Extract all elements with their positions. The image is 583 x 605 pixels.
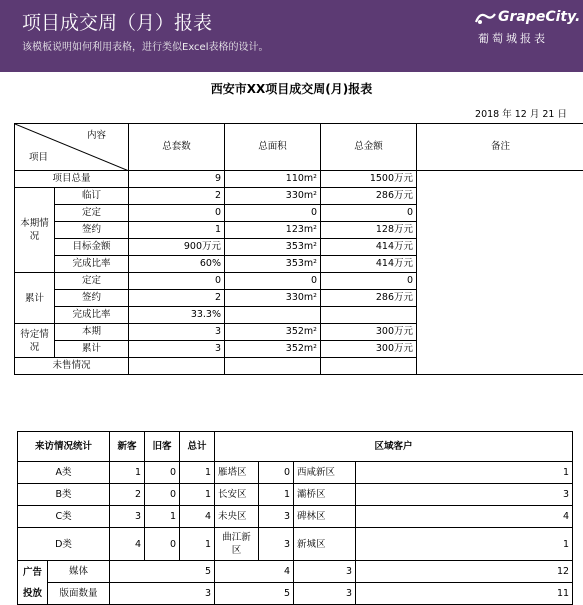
table-row xyxy=(18,561,573,583)
ad-value-c: 3 xyxy=(294,561,356,583)
cell-sets: 33.3% xyxy=(129,307,225,324)
report-title: 西安市XX项目成交周(月)报表 xyxy=(0,80,583,97)
group-label-cumulative: 累计 xyxy=(15,273,55,324)
cell-total: 1 xyxy=(180,528,215,561)
cell-area: 353m² xyxy=(225,256,321,273)
cell-total: 4 xyxy=(180,506,215,528)
row-label: 定定 xyxy=(55,205,129,222)
district-1: 长安区 xyxy=(215,484,259,506)
cell-amount: 286万元 xyxy=(321,188,417,205)
header-item-label: 项目 xyxy=(29,150,48,166)
header-total: 总计 xyxy=(180,432,215,462)
group-label-ads: 广告投放 xyxy=(18,561,48,605)
ad-value-a: 3 xyxy=(110,583,215,605)
logo-chinese: 葡萄城报表 xyxy=(478,30,548,46)
district-1: 未央区 xyxy=(215,506,259,528)
page-header xyxy=(0,0,583,72)
row-label: 本期 xyxy=(55,324,129,341)
row-label-unsold: 未售情况 xyxy=(15,358,129,375)
header-new: 新客 xyxy=(110,432,145,462)
cell-amount: 414万元 xyxy=(321,239,417,256)
header-region: 区域客户 xyxy=(215,432,573,462)
group-label-current: 本期情况 xyxy=(15,188,55,273)
cell-area: 0 xyxy=(225,205,321,222)
district-1: 曲江新区 xyxy=(215,528,259,561)
total-area: 110m² xyxy=(225,171,321,188)
cell-amount xyxy=(321,307,417,324)
ad-row-label: 媒体 xyxy=(48,561,110,583)
cell-area: 330m² xyxy=(225,290,321,307)
table-row xyxy=(18,484,573,506)
group-label-pending: 待定情况 xyxy=(15,324,55,358)
district-2: 西咸新区 xyxy=(294,462,356,484)
header-visit-stats: 来访情况统计 xyxy=(18,432,110,462)
cell-sets: 2 xyxy=(129,290,225,307)
row-label: 完成比率 xyxy=(55,307,129,324)
district-2: 碑林区 xyxy=(294,506,356,528)
row-label: 签约 xyxy=(55,290,129,307)
cell-sets: 0 xyxy=(129,273,225,290)
district-1-value: 0 xyxy=(259,462,294,484)
ad-value-b: 5 xyxy=(215,583,294,605)
report-date: 2018 年 12 月 21 日 xyxy=(475,106,567,120)
transaction-table xyxy=(14,123,583,375)
cell-amount: 300万元 xyxy=(321,324,417,341)
grape-logo-icon xyxy=(474,12,496,26)
cell-amount: 300万元 xyxy=(321,341,417,358)
cell-area xyxy=(225,358,321,375)
logo-wordmark: GrapeCity. xyxy=(498,9,580,25)
ad-row-label: 版面数量 xyxy=(48,583,110,605)
cell-old: 0 xyxy=(145,528,180,561)
cell-area: 123m² xyxy=(225,222,321,239)
cell-sets: 1 xyxy=(129,222,225,239)
grapecity-logo xyxy=(472,9,578,49)
table-row xyxy=(18,462,573,484)
district-1-value: 3 xyxy=(259,528,294,561)
cell-total: 1 xyxy=(180,484,215,506)
cell-new: 1 xyxy=(110,462,145,484)
ad-value-c: 3 xyxy=(294,583,356,605)
total-sets: 9 xyxy=(129,171,225,188)
category-label: B类 xyxy=(18,484,110,506)
cell-amount: 128万元 xyxy=(321,222,417,239)
table-row xyxy=(18,583,573,605)
district-1: 雁塔区 xyxy=(215,462,259,484)
row-label-total: 项目总量 xyxy=(15,171,129,188)
cell-old: 0 xyxy=(145,484,180,506)
cell-amount: 414万元 xyxy=(321,256,417,273)
diagonal-header-cell xyxy=(15,124,129,171)
cell-amount xyxy=(321,358,417,375)
cell-old: 0 xyxy=(145,462,180,484)
cell-area: 0 xyxy=(225,273,321,290)
ad-value-d: 12 xyxy=(356,561,573,583)
cell-new: 4 xyxy=(110,528,145,561)
district-2-value: 1 xyxy=(356,462,573,484)
note-cell xyxy=(417,171,583,375)
category-label: D类 xyxy=(18,528,110,561)
row-label: 签约 xyxy=(55,222,129,239)
cell-amount: 0 xyxy=(321,273,417,290)
district-1-value: 3 xyxy=(259,506,294,528)
row-label: 目标金额 xyxy=(55,239,129,256)
col-header-area: 总面积 xyxy=(225,124,321,171)
row-label: 累计 xyxy=(55,341,129,358)
cell-amount: 0 xyxy=(321,205,417,222)
header-title: 项目成交周（月）报表 xyxy=(22,8,212,35)
cell-area: 352m² xyxy=(225,341,321,358)
header-content-label: 内容 xyxy=(87,128,106,144)
category-label: A类 xyxy=(18,462,110,484)
cell-sets: 3 xyxy=(129,324,225,341)
table-row xyxy=(18,506,573,528)
visitor-stats-table xyxy=(17,431,573,605)
cell-sets: 0 xyxy=(129,205,225,222)
ad-value-d: 11 xyxy=(356,583,573,605)
cell-total: 1 xyxy=(180,462,215,484)
cell-new: 3 xyxy=(110,506,145,528)
header-old: 旧客 xyxy=(145,432,180,462)
district-2: 新城区 xyxy=(294,528,356,561)
col-header-note: 备注 xyxy=(417,124,583,171)
district-2-value: 1 xyxy=(356,528,573,561)
cell-sets: 60% xyxy=(129,256,225,273)
col-header-sets: 总套数 xyxy=(129,124,225,171)
cell-sets: 2 xyxy=(129,188,225,205)
row-label: 完成比率 xyxy=(55,256,129,273)
cell-sets xyxy=(129,358,225,375)
cell-new: 2 xyxy=(110,484,145,506)
cell-area: 352m² xyxy=(225,324,321,341)
district-2: 灞桥区 xyxy=(294,484,356,506)
total-amount: 1500万元 xyxy=(321,171,417,188)
district-2-value: 3 xyxy=(356,484,573,506)
table-row xyxy=(18,528,573,561)
district-1-value: 1 xyxy=(259,484,294,506)
row-label: 定定 xyxy=(55,273,129,290)
district-2-value: 4 xyxy=(356,506,573,528)
ad-value-a: 5 xyxy=(110,561,215,583)
row-label: 临订 xyxy=(55,188,129,205)
cell-sets: 900万元 xyxy=(129,239,225,256)
col-header-amount: 总金额 xyxy=(321,124,417,171)
cell-area xyxy=(225,307,321,324)
table-row xyxy=(15,171,583,188)
ad-value-b: 4 xyxy=(215,561,294,583)
cell-sets: 3 xyxy=(129,341,225,358)
cell-amount: 286万元 xyxy=(321,290,417,307)
cell-area: 353m² xyxy=(225,239,321,256)
header-subtitle: 该模板说明如何利用表格，进行类似Excel表格的设计。 xyxy=(22,38,269,53)
cell-area: 330m² xyxy=(225,188,321,205)
cell-old: 1 xyxy=(145,506,180,528)
category-label: C类 xyxy=(18,506,110,528)
